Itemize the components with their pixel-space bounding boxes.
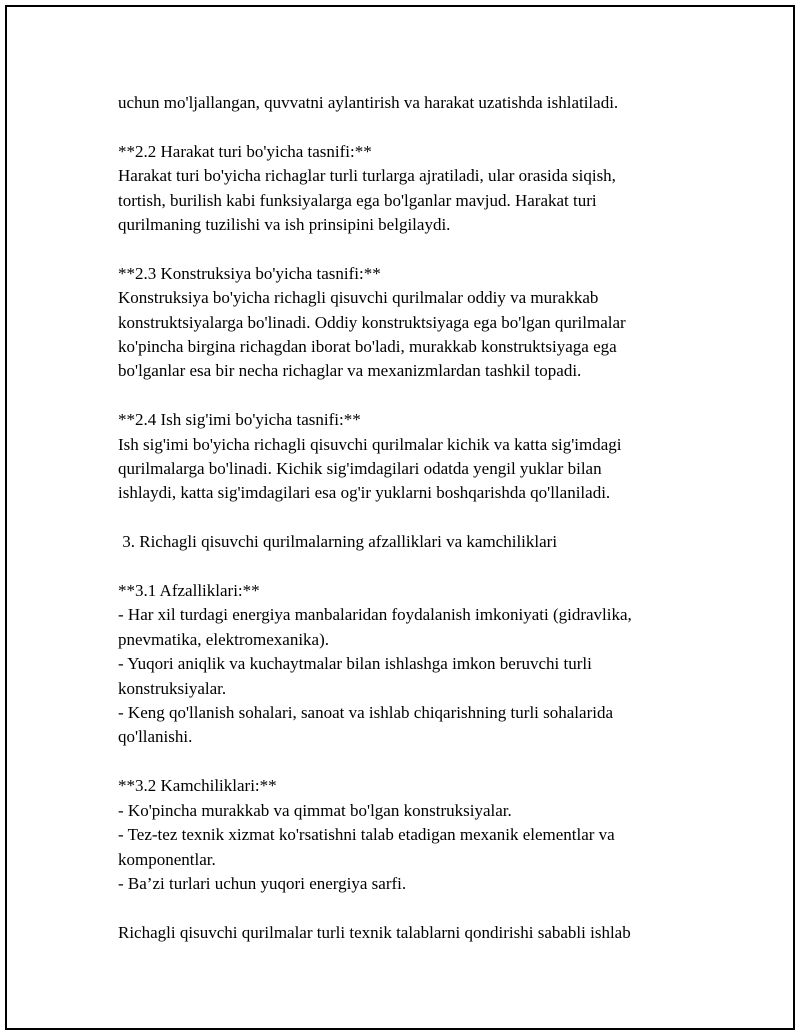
paragraph-spacer (118, 115, 698, 139)
text-line: **3.1 Afzalliklari:** (118, 581, 260, 601)
text-line: **3.2 Kamchiliklari:** (118, 776, 277, 796)
paragraph (118, 921, 698, 945)
text-line: komponentlar. (118, 849, 216, 869)
text-line: **2.3 Konstruksiya bo'yicha tasnifi:** (118, 263, 381, 283)
paragraph (118, 603, 698, 749)
text-line: tortish, burilish kabi funksiyalarga ega bo'lganlar mavjud. Harakat turi (118, 190, 597, 210)
text-line: pnevmatika, elektromexanika). (118, 629, 329, 649)
section-heading (118, 530, 698, 554)
text-line: Ish sig'imi bo'yicha richagli qisuvchi qurilmalar kichik va katta sig'imdagi (118, 434, 622, 454)
text-line: ishlaydi, katta sig'imdagilari esa og'ir yuklarni boshqarishda qo'llaniladi. (118, 483, 611, 503)
text-line: **2.4 Ish sig'imi bo'yicha tasnifi:** (118, 410, 361, 430)
text-line: **2.2 Harakat turi bo'yicha tasnifi:** (118, 141, 372, 161)
text-line: Konstruksiya bo'yicha richagli qisuvchi qurilmalar oddiy va murakkab (118, 288, 599, 308)
text-line: Harakat turi bo'yicha richaglar turli turlarga ajratiladi, ular orasida siqish, (118, 166, 616, 186)
paragraph-spacer (118, 237, 698, 261)
text-line: Richagli qisuvchi qurilmalar turli texnik talablarni qondirishi sababli ishlab (118, 922, 631, 942)
paragraph (118, 91, 698, 115)
text-line: uchun mo'ljallangan, quvvatni aylantirish va harakat uzatishda ishlatiladi. (118, 93, 619, 112)
paragraph (118, 286, 698, 384)
text-line: - Ko'pincha murakkab va qimmat bo'lgan konstruksiyalar. (118, 800, 512, 820)
paragraph-spacer (118, 384, 698, 408)
paragraph-spacer (118, 896, 698, 920)
paragraph-spacer (118, 506, 698, 530)
section-heading (118, 408, 698, 432)
paragraph-spacer (118, 555, 698, 579)
paragraph (118, 799, 698, 897)
text-line: qo'llanishi. (118, 727, 193, 747)
section-heading (118, 140, 698, 164)
paragraph-spacer (118, 750, 698, 774)
text-line: qurilmaning tuzilishi va ish prinsipini belgilaydi. (118, 215, 451, 235)
text-line: ko'pincha birgina richagdan iborat bo'ladi, murakkab konstruktsiyaga ega (118, 337, 617, 357)
section-heading (118, 774, 698, 798)
paragraph (118, 433, 698, 506)
section-heading (118, 262, 698, 286)
document-body (118, 91, 698, 945)
text-line: - Keng qo'llanish sohalari, sanoat va ishlab chiqarishning turli sohalarida (118, 703, 614, 723)
text-line: - Tez-tez texnik xizmat ko'rsatishni talab etadigan mexanik elementlar va (118, 825, 615, 845)
text-line: 3. Richagli qisuvchi qurilmalarning afzalliklari va kamchiliklari (118, 532, 558, 552)
text-line: - Ba’zi turlari uchun yuqori energiya sarfi. (118, 873, 407, 893)
text-line: konstruktsiyalarga bo'linadi. Oddiy konstruktsiyaga ega bo'lgan qurilmalar (118, 312, 626, 332)
text-line: - Yuqori aniqlik va kuchaytmalar bilan ishlashga imkon beruvchi turli (118, 654, 592, 674)
paragraph (118, 164, 698, 237)
text-line: - Har xil turdagi energiya manbalaridan foydalanish imkoniyati (gidravlika, (118, 605, 632, 625)
section-heading (118, 579, 698, 603)
text-line: qurilmalarga bo'linadi. Kichik sig'imdagilari odatda yengil yuklar bilan (118, 459, 602, 479)
text-line: bo'lganlar esa bir necha richaglar va mexanizmlardan tashkil topadi. (118, 361, 582, 381)
text-line: konstruksiyalar. (118, 678, 227, 698)
